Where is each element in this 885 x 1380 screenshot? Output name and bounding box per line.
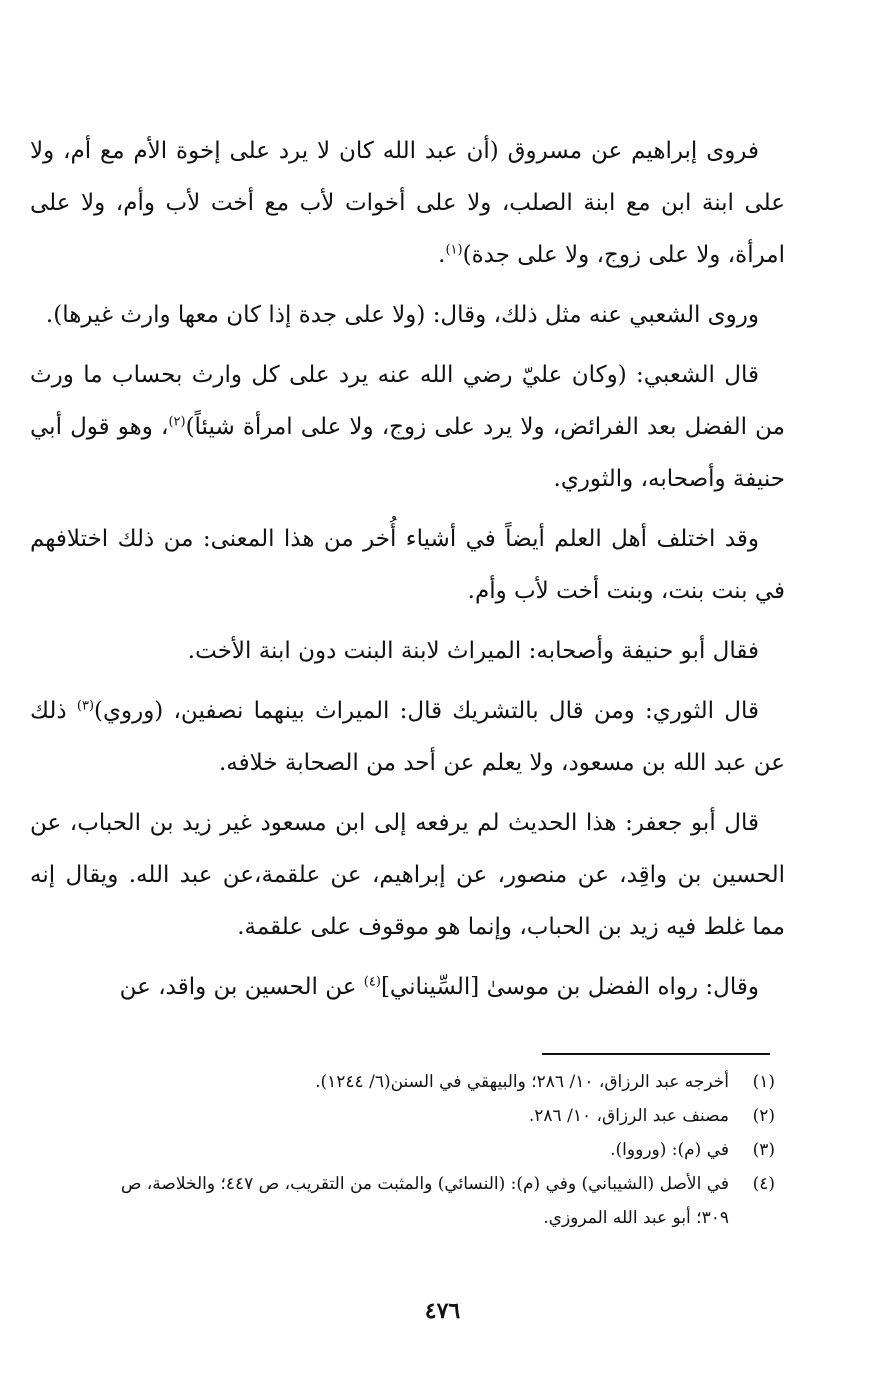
footnote-reference: (١) [445, 242, 463, 258]
footnote-text: أخرجه عبد الرزاق، ١٠/ ٢٨٦؛ والبيهقي في السنن(٦/ ١٢٤٤). [315, 1072, 729, 1092]
paragraph [30, 349, 785, 505]
paragraph-text: ذلك عن عبد الله بن مسعود، ولا يعلم عن أحد من الصحابة خلافه. [30, 698, 785, 776]
footnote [110, 1133, 775, 1167]
paragraph [30, 797, 785, 953]
paragraph [30, 125, 785, 281]
paragraph-text: فروى إبراهيم عن مسروق (أن عبد الله كان لا يرد على إخوة الأم مع أم، ولا على ابنة ابن مع ابنة الصلب، ولا على أخوات لأب مع أخت لأب وأم، ولا على امرأة، ولا على زوج، ولا على جدة) [30, 138, 785, 268]
footnote-divider [542, 1053, 770, 1055]
page-body [30, 125, 785, 1013]
footnote [110, 1167, 775, 1235]
footnote-text: مصنف عبد الرزاق، ١٠/ ٢٨٦. [528, 1106, 729, 1126]
paragraph [30, 625, 785, 677]
footnote-reference: (٢) [168, 414, 186, 430]
paragraph [30, 513, 785, 617]
paragraph-text: وقال: رواه الفضل بن موسىٰ [السِّيناني] [380, 974, 759, 1000]
paragraph-text: عن الحسين بن واقد، عن [119, 974, 364, 1000]
paragraph-text: وقد اختلف أهل العلم أيضاً في أشياء أُخر من هذا المعنى: من ذلك اختلافهم في بنت بنت، وبنت أخت لأب وأم. [30, 526, 785, 604]
footnote-number: (٢) [752, 1106, 775, 1126]
paragraph-text: قال الثوري: ومن قال بالتشريك قال: الميراث بينهما نصفين، (وروي) [94, 698, 760, 724]
paragraph-text: فقال أبو حنيفة وأصحابه: الميراث لابنة البنت دون ابنة الأخت. [187, 638, 759, 664]
footnote-reference: (٤) [363, 974, 381, 990]
paragraph-text: . [438, 242, 446, 268]
footnote [110, 1065, 775, 1099]
paragraph [30, 685, 785, 789]
footnote [110, 1099, 775, 1133]
footnote-text: في الأصل (الشيباني) وفي (م): (النسائي) والمثبت من التقريب، ص ٤٤٧؛ والخلاصة، ص ٣٠٩؛ أبو عبد الله المروزي. [120, 1174, 729, 1228]
main-text [30, 125, 785, 1013]
paragraph [30, 961, 785, 1013]
paragraph-text: وروى الشعبي عنه مثل ذلك، وقال: (ولا على جدة إذا كان معها وارث غيرها). [45, 302, 759, 328]
footnote-reference: (٣) [76, 698, 95, 714]
footnote-number: (٣) [752, 1140, 775, 1160]
footnotes-list [110, 1065, 775, 1235]
paragraph-text: قال أبو جعفر: هذا الحديث لم يرفعه إلى ابن مسعود غير زيد بن الحباب، عن الحسين بن واقِد، عن منصور، عن إبراهيم، عن علقمة،عن عبد الله. ويقال إنه مما غلط فيه زيد بن الحباب، وإنما هو موقوف على علقمة. [30, 810, 785, 940]
footnote-number: (٤) [752, 1174, 775, 1194]
page-number: ٤٧٦ [424, 1298, 461, 1324]
paragraph-text: ، وهو قول أبي حنيفة وأصحابه، والثوري. [30, 414, 785, 492]
footnote-text: في (م): (ورووا). [610, 1140, 729, 1160]
footnote-number: (١) [752, 1072, 775, 1092]
paragraph-text: قال الشعبي: (وكان عليّ رضي الله عنه يرد على كل وارث بحساب ما ورث من الفضل بعد الفرائض، ولا يرد على زوج، ولا على امرأة شيئاً) [30, 362, 785, 440]
paragraph [30, 289, 785, 341]
